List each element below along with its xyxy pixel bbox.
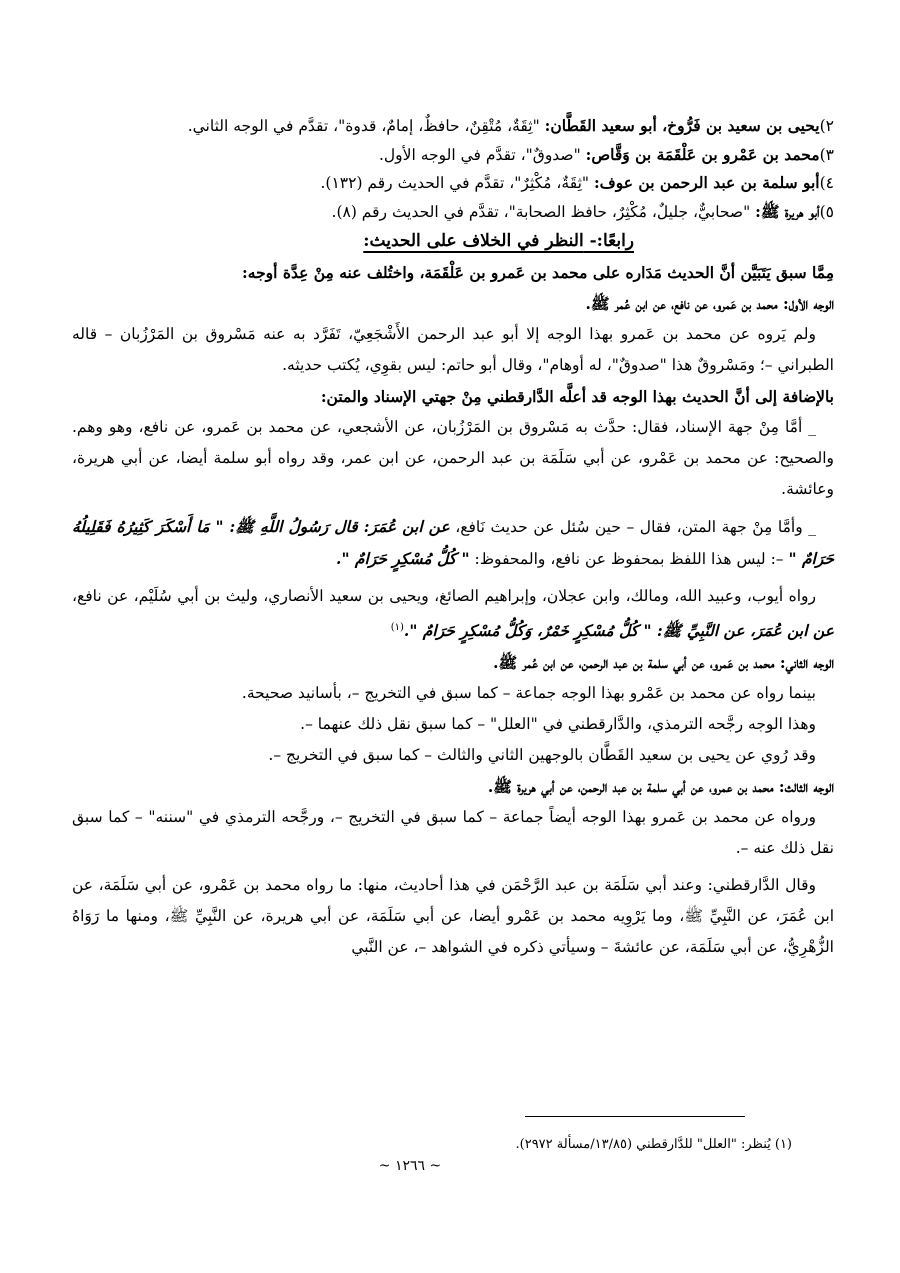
face2-heading: الوجه الثاني: محمد بن عَمرو، عن أبي سلمة بن عبد الرحمن، عن ابن عُمر ﷺ.	[493, 653, 834, 673]
section-heading	[72, 226, 834, 257]
face3-heading: الوجه الثالث: محمد بن عمرو، عن أبي سلمة بن عبد الرحمن، عن أبي هريرة ﷺ.	[487, 777, 834, 797]
matn-text: –: ليس هذا اللفظ بمحفوظ عن نافع، والمحفوظ:	[469, 550, 789, 568]
section-title: النظر في الخلاف على الحديث:	[363, 231, 584, 251]
narrator-name: محمد بن عَمْرو بن عَلْقَمَة بن وَقَّاص:	[585, 144, 820, 164]
page-number: ~ ١٢٦٦ ~	[378, 1158, 442, 1174]
face3-paragraph: ورواه عن محمد بن عَمرو بهذا الوجه أيضاً جماعة – كما سبق في التخريج –، ورجَّحه الترمذي في "سننه" – كما سبق نقل ذلك عنه –.	[72, 808, 834, 858]
face1-paragraph: ولم يَروه عن محمد بن عَمرو بهذا الوجه إلا أبو عبد الرحمن الأَشْجَعِيّ، تَفَرَّد به عنه مَسْروق بن المَرْزُبان – قاله الطبراني –؛ ومَسْروقٌ هذا "صدوقٌ"، له أوهام"، وقال أبو حاتم: ليس بقوِي، يُكتب حديثه.	[72, 325, 834, 374]
page-body	[72, 112, 834, 963]
hadith-text: عن ابن عُمَرَ، عن النَّبِيِّ ﷺ: " كُلُّ مُسْكِرٍ خَمْرٌ، وَكُلُّ مُسْكِرٍ حَرَامٌ ".	[403, 621, 834, 641]
narrator-grade: "ثِقَةٌ، مُكْثِرٌ"، تقدَّم في الحديث رقم (١٣٢).	[320, 174, 594, 192]
face2-line: وقد رُوي عن يحيى بن سعيد القَطَّان بالوجهين الثاني والثالث – كما سبق في التخريج –.	[268, 746, 816, 765]
narrator-item	[72, 141, 834, 170]
final-paragraph: وقال الدَّارقطني: وعند أبي سَلَمَة بن عبد الرَّحْمَن في هذا أحاديث، منها: ما رواه محمد بن عَمْرو، عن أبي سَلَمَة، عن ابن عُمَرَ، عن النَّبِيِّ ﷺ، وما يَرْوِيه محمد بن عَمْرو أيضا، عن أبي سَلَمَة، عن أبي هريرة، عن النَّبِيِّ ﷺ، ومنها ما رَوَاهُ الزُّهْرِيُّ، عن أبي سَلَمَة، عن عائشةَ – وسيأتي ذكره في الشواهد –، عن النَّبي	[72, 876, 834, 957]
narrator-grade: "ثِقَةٌ، مُتْقِنٌ، حافظٌ، إمامٌ، قدوة"، تقدَّم في الوجه الثاني.	[187, 117, 545, 135]
narrator-item	[72, 112, 834, 141]
face1-heading: الوجه الأول: محمد بن عَمرو، عن نافع، عن ابن عُمر ﷺ.	[585, 294, 834, 313]
narrator-item	[72, 198, 834, 227]
narrator-grade: "صحابيٌّ، جليلٌ، مُكْثِرٌ، حافظ الصحابة"، تقدَّم في الحديث رقم (٨).	[331, 202, 756, 221]
footnote: (١) يُنظر: "العلل" للدَّارقطني (١٣/٨٥/مسألة ٢٩٧٢).	[515, 1137, 792, 1152]
hadith-text: " كُلُّ مُسْكِرٍ حَرَامٌ ".	[336, 549, 470, 568]
list-number: ٣)	[819, 145, 834, 164]
matn-text: _ وأمَّا مِنْ جهة المتن، فقال – حين سُئل عن حديث نَافع،	[449, 518, 816, 536]
face2-line: وهذا الوجه رجَّحه الترمذي، والدَّارقطني في "العلل" – كما سبق نقل ذلك عنهما –.	[300, 715, 816, 734]
narrated-text: رواه أيوب، وعبيد الله، ومالك، وابن عجلان، وإبراهيم الصائغ، ويحيى بن سعيد الأنصاري، وليث بن أبي سُلَيْم، عن نافع،	[72, 587, 816, 605]
narrator-grade: "صدوقٌ"، تقدَّم في الوجه الأول.	[378, 145, 586, 164]
summary-line: مِمَّا سبق يَتَبَيَّن أنَّ الحديث مَدَاره على محمد بن عَمرو بن عَلْقَمَة، واختُلف عنه مِنْ عِدَّة أوجه:	[242, 263, 834, 282]
matn-paragraph	[72, 511, 834, 575]
narrator-name: أبو سلمة بن عبد الرحمن بن عوف:	[593, 173, 820, 192]
addition-heading: بالإضافة إلى أنَّ الحديث بهذا الوجه قد أعلَّه الدَّارقطني مِنْ جهتي الإسناد والمتن:	[320, 387, 834, 406]
footnote-ref: (١)	[390, 622, 404, 633]
isnad-paragraph: _ أمَّا مِنْ جهة الإسناد، فقال: حدَّث به مَسْروق بن المَرْزُبان، عن الأشجعي، عن محمد بن عَمرو، عن نافع، وهو وهم. والصحيح: عن محمد بن عَمْرو، عن أبي سَلَمَة بن عبد الرحمن، عن ابن عمر، وقد رواه أبو سلمة أيضا، عن أبي هريرة، وعائشة.	[72, 418, 834, 498]
section-prefix: رابعًا:-	[583, 231, 634, 251]
list-number: ٢)	[819, 117, 834, 135]
narrated-paragraph	[72, 581, 834, 647]
narrator-name: أبو هريرة ﷺ:	[755, 201, 820, 221]
footnote-divider	[525, 1116, 745, 1117]
list-number: ٥)	[819, 202, 834, 221]
narrator-name: يحيى بن سعيد بن فَرُّوخ، أبو سعيد القَطَّان:	[544, 116, 820, 135]
narrator-item	[72, 169, 834, 198]
face2-line: بينما رواه عن محمد بن عَمْرو بهذا الوجه جماعة – كما سبق في التخريج –، بأسانيد صحيحة.	[241, 684, 816, 703]
list-number: ٤)	[819, 174, 834, 192]
hadith-text: عن ابن عُمَرَ: قال رَسُولُ اللَّهِ ﷺ: " مَا أَسْكَرَ كَثِيرُهُ فَقَلِيلُهُ حَرَامٌ "	[72, 517, 834, 568]
